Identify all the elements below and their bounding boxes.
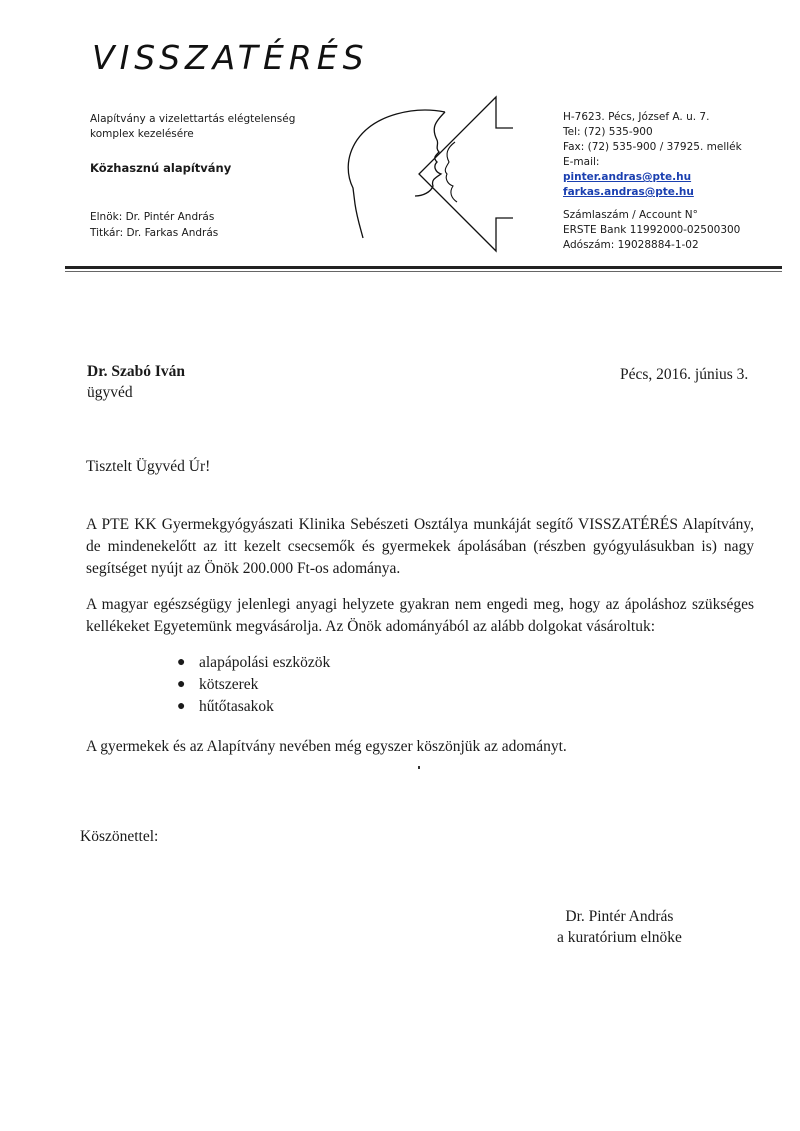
signature-block — [557, 906, 682, 948]
body-paragraph-3: A gyermekek és az Alapítvány nevében még egyszer köszönjük az adományt. — [86, 738, 567, 755]
recipient-role: ügyvéd — [87, 384, 133, 401]
foundation-type: Közhasznú alapítvány — [90, 161, 232, 175]
secretary-line: Titkár: Dr. Farkas András — [90, 227, 219, 239]
tel-line: Tel: (72) 535-900 — [563, 126, 653, 138]
list-item — [175, 652, 330, 674]
body-paragraph-2: A magyar egészségügy jelenlegi anyagi helyzete gyakran nem engedi meg, hogy az ápoláshoz szükséges kellékeket Egyetemünk megvásárolja. Az Önök adományából az alább dolgokat vásároltuk: — [86, 596, 754, 635]
account-label: Számlaszám / Account N° — [563, 209, 698, 221]
signatory-title: a kuratórium elnöke — [557, 929, 682, 946]
list-item-text: hűtőtasakok — [199, 698, 274, 715]
address-line: H-7623. Pécs, József A. u. 7. — [563, 111, 710, 123]
bullet-icon: ● — [177, 655, 186, 670]
contact-block — [563, 110, 783, 253]
head-profile-arrow-logo — [335, 92, 515, 262]
scan-speck — [418, 766, 420, 769]
email-link-farkas[interactable]: farkas.andras@pte.hu — [563, 186, 694, 198]
list-item — [175, 696, 330, 718]
bullet-icon: ● — [177, 677, 186, 692]
closing: Köszönettel: — [80, 828, 159, 845]
list-item-text: kötszerek — [199, 676, 259, 693]
header-divider — [65, 266, 782, 269]
body-paragraph-1: A PTE KK Gyermekgyógyászati Klinika Sebészeti Osztálya munkáját segítő VISSZATÉRÉS Alapítvány, de mindenekelőtt az itt kezelt csecsemők és gyermekek ápolásában (részben gyógyulásukban is) nagy segítséget nyújt az Önök 200.000 Ft-os adománya. — [86, 516, 754, 577]
tax-number-line: Adószám: 19028884-1-02 — [563, 239, 699, 251]
salutation: Tisztelt Ügyvéd Úr! — [86, 458, 211, 475]
bank-account-line: ERSTE Bank 11992000-02500300 — [563, 224, 741, 236]
signatory-name: Dr. Pintér András — [565, 908, 674, 925]
list-item — [175, 674, 330, 696]
president-line: Elnök: Dr. Pintér András — [90, 211, 215, 223]
email-label: E-mail: — [563, 156, 600, 168]
letter-date: Pécs, 2016. június 3. — [620, 366, 749, 383]
fax-line: Fax: (72) 535-900 / 37925. mellék — [563, 141, 742, 153]
recipient-name: Dr. Szabó Iván — [87, 363, 186, 380]
header-divider-thin — [65, 271, 782, 272]
spacer — [563, 200, 783, 208]
purchased-items-list — [175, 652, 330, 718]
recipient-block — [87, 361, 185, 403]
foundation-title: VISSZATÉRÉS — [92, 38, 369, 77]
list-item-text: alapápolási eszközök — [199, 654, 331, 671]
bullet-icon: ● — [177, 699, 186, 714]
email-link-pinter[interactable]: pinter.andras@pte.hu — [563, 171, 692, 183]
foundation-description: Alapítvány a vizelettartás elégtelenség komplex kezelésére — [90, 113, 296, 140]
officers — [90, 209, 218, 241]
